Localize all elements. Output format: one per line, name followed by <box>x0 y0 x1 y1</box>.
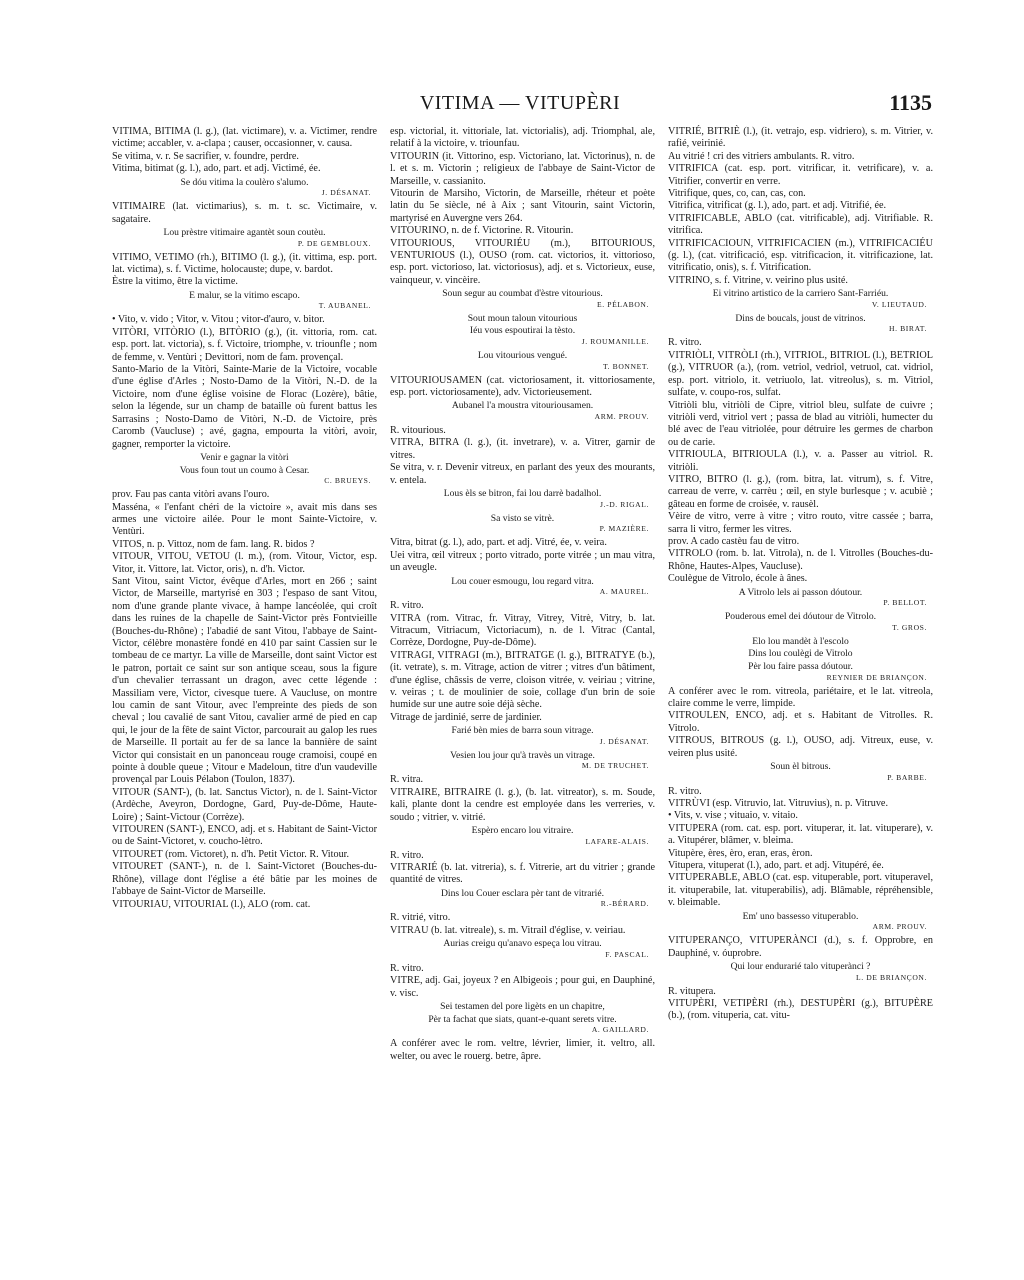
dictionary-entry: VITOS, n. p. Vittoz, nom de fam. lang. R. bidos ? <box>112 538 315 550</box>
dictionary-entry: VITUPERA (rom. cat. esp. port. vituperar, it. lat. vituperare), v. a. Vitupérer, blâmer, v. bleima. <box>668 822 933 847</box>
attribution: J. DÉSANAT. <box>599 736 649 746</box>
dictionary-entry: VITOURIOUSAMEN (cat. victoriosament, it. vittoriosamente, esp. port. victoriosamente), adv. Victorieusement. <box>390 374 655 399</box>
page-number: 1135 <box>889 90 932 115</box>
dictionary-entry: Santo-Mario de la Vitòri, Sainte-Marie de la Victoire, vocable d'une église d'Arles ; Nosto-Damo de la Vitòri, N.-D. de la Victoire, nom d'une église voisine de Florac (Lozère), bâtie, selon la légende, sur un champ de bataille où furent battus les Sarrasins ; Nosto-Damo de Vitòri, N.-D. de Victoire, près Caromb (Vaucluse) ; avé, gagna, empourta la vitòri, avoir, gagner, remporter la victoire. <box>112 364 377 450</box>
dictionary-entry: VITRO, BITRO (l. g.), (rom. bitra, lat. vitrum), s. f. Vitre, carreau de verre, v. carrèu ; œil, en style burlesque ; v. acubiè ; gâteau en forme de croisée, v. rausèl. <box>668 473 933 510</box>
quotation: Dins lou coulègi de Vitrolo <box>748 648 853 660</box>
dictionary-entry: prov. Fau pas canta vitòri avans l'ouro. <box>112 489 270 501</box>
dictionary-entry: • Vito, v. vido ; Vitor, v. Vitou ; vitor-d'auro, v. bitor. <box>112 314 325 326</box>
quotation: Soun èl bitrous. <box>770 761 831 772</box>
attribution: ARM. PROUV. <box>594 412 649 422</box>
dictionary-entry: VITRAIRE, BITRAIRE (l. g.), (b. lat. vitreator), s. m. Soude, kali, plante dont la cendre est employée dans les verreries, v. soudo ; vitrier, v. vitrié. <box>390 786 655 823</box>
dictionary-entry: R. vitro. <box>668 337 702 349</box>
dictionary-entry: VITROUS, BITROUS (g. l.), OUSO, adj. Vitreux, euse, v. veiren plus usité. <box>668 735 933 759</box>
dictionary-entry: • Vits, v. vise ; vituaio, v. vitaio. <box>668 810 798 822</box>
dictionary-entry: VITIMA, BITIMA (l. g.), (lat. victimare), v. a. Victimer, rendre victime; accabler, v. a-clapa ; causer, occasionner, v. causa. <box>112 126 377 150</box>
attribution: T. GROS. <box>892 622 927 632</box>
attribution: T. BONNET. <box>603 361 649 371</box>
attribution: P. DE GEMBLOUX. <box>297 238 371 248</box>
quotation: Elo lou mandèt à l'escolo <box>752 635 849 647</box>
attribution: E. PÉLABON. <box>597 299 649 309</box>
column-2 <box>390 126 655 1063</box>
dictionary-entry: R. vitro. <box>390 849 424 861</box>
dictionary-entry: R. vitrié, vitro. <box>390 912 451 924</box>
attribution: L. DE BRIANÇON. <box>855 972 927 982</box>
dictionary-entry: VITRIÒLI, VITRÒLI (rh.), VITRIOL, BITRIOL (l.), BETRIOL (g.), VITRUOR (a.), (rom. vetriol, vedriol, vetruol, cat. vidriol, esp. port. vitriolo, it. vetriuolo, lat. vitreolus), s. m. Vitriol, sulfate, v. coupo-ros, sulfat. <box>668 349 933 399</box>
dictionary-entry: VITOURIOUS, VITOURIÉU (m.), BITOURIOUS, VENTURIOUS (l.), OUSO (rom. cat. victorios, it. vittorioso, esp. port. victorioso, lat. victoriosus), adj. et s. Victorieux, euse, vainqueur, v. vincèire. <box>390 237 655 286</box>
quotation: Sei testamen del pore ligèts en un chapitre, <box>440 1001 605 1012</box>
quotation: Lou prèstre vitimaire agantèt soun coutèu. <box>163 227 326 239</box>
dictionary-entry: Masséna, « l'enfant chéri de la victoire », avait mis dans ses armes une victoire ailée. Pour le mont Sainte-Victoire, v. Ventùri. <box>112 501 377 538</box>
dictionary-entry: VITRAU (b. lat. vitreale), s. m. Vitrail d'église, v. veiriau. <box>390 924 626 936</box>
dictionary-entry: Vitourin de Marsiho, Victorin, de Marseille, rhéteur et poète latin du 5e siècle, né à Aix ; sant Vitourin, saint Victorin, martyrisé en Auvergne vers 264. <box>390 188 655 224</box>
quotation: Lou couer esmougu, lou regard vitra. <box>451 575 594 587</box>
attribution: T. AUBANEL. <box>318 301 371 311</box>
dictionary-entry: VITRA, BITRA (l. g.), (it. invetrare), v. a. Vitrer, garnir de vitres. <box>390 437 655 461</box>
quotation: Se dóu vitima la coulèro s'alumo. <box>180 176 309 188</box>
dictionary-entry: VITOURIAU, VITOURIAL (l.), ALO (rom. cat. <box>112 898 311 910</box>
dictionary-entry: Uei vitra, œil vitreux ; porto vitrado, porte vitrée ; un mau vitra, un aveugle. <box>390 549 655 574</box>
attribution: V. LIEUTAUD. <box>871 299 927 309</box>
quotation: Farié bèn mies de barra soun vitrage. <box>451 725 594 737</box>
dictionary-entry: Vitrage de jardinié, serre de jardinier. <box>390 711 542 723</box>
dictionary-entry: Vitriòli blu, vitriòli de Cipre, vitriol bleu, sulfate de cuivre ; vitriòli verd, vitriol vert ; passa de blad au vitriòli, humecter du blé avec de l'eau vitriolée, pour détruire les germes de charbon ou de carie. <box>668 399 933 448</box>
dictionary-entry: VITUPERABLE, ABLO (cat. esp. vituperable, port. vituperavel, it. vituperabile, lat. vituperabilis), adj. Blâmable, répréhensible, v. bleimable. <box>668 872 933 909</box>
dictionary-entry: VITIMO, VETIMO (rh.), BITIMO (l. g.), (it. vittima, esp. port. lat. victima), s. f. Victime, holocauste; dupe, v. bardot. <box>112 251 377 276</box>
quotation: Lou vitourious vengué. <box>477 350 568 362</box>
quotation: Dins de boucals, joust de vitrinos. <box>735 312 866 324</box>
dictionary-entry: VITROULEN, ENCO, adj. et s. Habitant de Vitrolles. R. Vitrolo. <box>668 710 933 734</box>
dictionary-entry: Vitima, bitimat (g. l.), ado, part. et adj. Victimé, ée. <box>112 163 321 175</box>
column-3 <box>668 126 933 1023</box>
page-header <box>110 92 930 118</box>
dictionary-entry: VITRA (rom. Vitrac, fr. Vitray, Vitrey, Vitrè, Vitry, b. lat. Vitracum, Vitriacum, Victoriacum), n. de l. Vitrac (Cantal, Corrèze, Dordogne, Puy-de-Dôme). <box>390 612 655 649</box>
dictionary-entry: VITRARIÉ (b. lat. vitreria), s. f. Vitrerie, art du vitrier ; grande quantité de vitres. <box>390 861 655 886</box>
dictionary-entry: Èstre la vitimo, être la victime. <box>112 276 238 288</box>
quotation: Sa visto se vitrè. <box>490 512 555 524</box>
dictionary-entry: R. vitourious. <box>390 425 446 437</box>
dictionary-entry: A conférer avec le rom. veltre, lévrier, limier, it. veltro, all. welter, ou avec le rouerg. betre, âpre. <box>390 1038 655 1062</box>
dictionary-entry: Se vitra, v. r. Devenir vitreux, en parlant des yeux des mourants, v. entela. <box>390 462 655 486</box>
attribution: J.-D. RIGAL. <box>600 499 649 509</box>
quotation: Espèro encaro lou vitraire. <box>471 824 574 836</box>
attribution: A. MAUREL. <box>599 587 649 597</box>
dictionary-entry: Vitrifica, vitrificat (g. l.), ado, part. et adj. Vitrifié, ée. <box>668 200 887 212</box>
attribution: F. PASCAL. <box>605 949 649 959</box>
dictionary-entry: R. vitra. <box>390 774 424 786</box>
attribution: R.-BÉRARD. <box>600 899 649 909</box>
dictionary-entry: VITUPERANÇO, VITUPERÀNCI (d.), s. f. Opprobre, en Dauphiné, v. óuprobre. <box>668 935 933 959</box>
dictionary-entry: VITOUREN (SANT-), ENCO, adj. et s. Habitant de Saint-Victor ou de Saint-Victoret, v. coucho-lètro. <box>112 824 377 848</box>
quotation: Soun segur au coumbat d'èstre vitourious. <box>442 288 603 300</box>
dictionary-entry: R. vitro. <box>390 962 424 974</box>
attribution: C. BRUEYS. <box>324 476 371 486</box>
dictionary-entry: VITROLO (rom. b. lat. Vitrola), n. de l. Vitrolles (Bouches-du-Rhône, Hautes-Alpes, Vaucluse). <box>668 548 933 572</box>
dictionary-entry: VITRIOULA, BITRIOULA (l.), v. a. Passer au vitriol. R. vitriòli. <box>668 449 933 473</box>
dictionary-entry: VITOURET (rom. Victoret), n. d'h. Petit Victor. R. Vitour. <box>112 848 350 860</box>
quotation: Pouderous emel dei dóutour de Vitrolo. <box>724 611 877 623</box>
attribution: P. BARBE. <box>887 772 927 782</box>
quotation: Venir e gagnar la vitòri <box>200 451 289 463</box>
attribution: M. DE TRUCHET. <box>581 761 649 771</box>
attribution: REYNIER DE BRIANÇON. <box>826 672 927 682</box>
attribution: P. BELLOT. <box>883 598 927 608</box>
quotation: Aurias creigu qu'anavo espeça lou vitrau. <box>443 938 602 950</box>
dictionary-entry: A conférer avec le rom. vitreola, pariétaire, et le lat. vitreola, claire comme le verre, limpide. <box>668 685 933 709</box>
quotation: Iéu vous espoutirai la tèsto. <box>469 325 576 337</box>
quotation: Sout moun taloun vitourious <box>467 312 578 324</box>
dictionary-entry: VITÒRI, VITÒRIO (l.), BITÒRIO (g.), (it. vittoria, rom. cat. esp. port. lat. victoria), s. f. Victoire, triomphe, v. triounfle ; nom de femme, v. Ventùri ; Devittori, nom de fam. provençal. <box>112 326 377 363</box>
quotation: Pèr lou faire passa dóutour. <box>748 660 853 672</box>
attribution: P. MAZIÈRE. <box>599 524 649 534</box>
quotation: Lous èls se bitron, fai lou darrè badalhol. <box>443 488 602 500</box>
dictionary-entry: Vèire de vitro, verre à vitre ; vitro routo, vitre cassée ; barra, sarra li vitro, fermer les vitres. <box>668 511 933 535</box>
dictionary-entry: VITOURIN (it. Vittorino, esp. Victoriano, lat. Victorinus), n. de l. et s. m. Victorin ; religieux de l'abbaye de Saint-Victor de Marseille, v. cassianito. <box>390 150 655 187</box>
dictionary-entry: Vitupère, ères, èro, eran, eras, èron. <box>668 847 813 859</box>
attribution: H. BIRAT. <box>889 324 927 334</box>
quotation: E malur, se la vitimo escapo. <box>189 289 300 301</box>
dictionary-entry: Sant Vitou, saint Victor, évêque d'Arles, mort en 266 ; saint Victor, de Marseille, martyrisé en 303 ; l'espaso de sant Vitou, nom d'une grande plante vivace, à hampe lancéolée, qui croît dans les ruines de la chapelle de Saint-Victor près Fontvieille (Bouches-du-Rhône) ; l'abadié de sant Vitou, l'abbaye de Saint-Victor, célèbre monastère fondé en 410 par saint Cassien sur le tombeau de ce martyr. La ville de Marseille, dont saint Victor est le patron, portait ce saint sur son antique sceau, sous la figure d'un chevalier terrassant un dragon, avec cette légende : Massiliam vere, Victor, civesque tuere. A Vaucluse, on montre lou camin de sant Vitour, avec l'empreinte des pieds de son cheval ; lou cavalié de sant Vitou, cavalier armé de pied en cap qui, le jour de la fête de saint Victor, parcourait au galop les rues de Marseille. Il portait au fer de sa lance la bannière de saint Victor qui consistait en un panonceau rouge cramoisi, coupé en pointe à double queue ; Vitour e Madeloun, titre d'un vaudeville provençal par Louis Pélabon (Toulon, 1837). <box>112 575 377 786</box>
dictionary-entry: esp. victorial, it. vittoriale, lat. victorialis), adj. Triomphal, ale, relatif à la victoire, v. triounfau. <box>390 126 655 150</box>
attribution: J. DÉSANAT. <box>321 188 371 198</box>
dictionary-entry: R. vitupera. <box>668 985 716 997</box>
attribution: J. ROUMANILLE. <box>581 337 649 347</box>
quotation: Vesien lou jour qu'à travès un vitrage. <box>450 749 595 761</box>
column-1 <box>112 126 377 911</box>
dictionary-entry: VITOURET (SANT-), n. de l. Saint-Victoret (Bouches-du-Rhône), village dont l'église a été bâtie par les moines de l'abbaye de Saint-Victor de Marseille. <box>112 861 377 898</box>
dictionary-entry: VITRE, adj. Gai, joyeux ? en Albigeois ; pour gui, en Dauphiné, v. visc. <box>390 975 655 999</box>
dictionary-entry: VITRIFICA (cat. esp. port. vitrificar, it. vetrificare), v. a. Vitrifier, convertir en verre. <box>668 163 933 187</box>
attribution: A. GAILLARD. <box>591 1025 649 1035</box>
dictionary-entry: VITOUR (SANT-), (b. lat. Sanctus Victor), n. de l. Saint-Victor (Ardèche, Aveyron, Dordogne, Gard, Puy-de-Dôme, Haute-Loire) ; Saint-Victour (Corrèze). <box>112 786 377 823</box>
quotation: Aubanel l'a moustra vitouriousamen. <box>451 400 594 412</box>
dictionary-entry: VITOUR, VITOU, VETOU (l. m.), (rom. Vitour, Victor, esp. Vitor, it. Vittore, lat. Victor, oris), n. d'h. Victor. <box>112 551 377 575</box>
dictionary-entry: Vitra, bitrat (g. l.), ado, part. et adj. Vitré, ée, v. veira. <box>390 537 607 549</box>
dictionary-entry: Coulègue de Vitrolo, école à ânes. <box>668 573 808 585</box>
dictionary-entry: VITOURINO, n. de f. Victorine. R. Vitourin. <box>390 225 574 237</box>
dictionary-entry: VITRIFICABLE, ABLO (cat. vitrificable), adj. Vitrifiable. R. vitrifica. <box>668 212 933 237</box>
dictionary-entry: Vitupera, vituperat (l.), ado, part. et adj. Vitupéré, ée. <box>668 860 884 872</box>
quotation: Vous foun tout un coumo à Cesar. <box>179 464 310 476</box>
attribution: ARM. PROUV. <box>872 922 927 932</box>
quotation: Ei vitrino artistico de la carriero Sant-Farriéu. <box>712 288 889 300</box>
quotation: Dins lou Couer esclara pèr tant de vitrarié. <box>440 887 605 899</box>
dictionary-entry: Au vitrié ! cri des vitriers ambulants. R. vitro. <box>668 150 855 162</box>
quotation: Em' uno bassesso vituperablo. <box>742 910 859 922</box>
dictionary-entry: R. vitro. <box>390 600 424 612</box>
dictionary-entry: Vitrifique, ques, co, can, cas, con. <box>668 188 806 200</box>
quotation: Qui lour endurarié talo vituperànci ? <box>730 961 871 973</box>
dictionary-entry: VITRÙVI (esp. Vitruvio, lat. Vitruvius), n. p. Vitruve. <box>668 798 889 809</box>
quotation: Pèr ta fachat que siats, quant-e-quant serets vitre. <box>428 1013 617 1025</box>
quotation: A Vitrolo lels ai passon dóutour. <box>738 586 863 598</box>
dictionary-entry: VITUPÈRI, VETIPÈRI (rh.), DESTUPÈRI (g.), BITUPÈRE (b.), (rom. vituperia, cat. vitu- <box>668 998 933 1022</box>
dictionary-entry: prov. A cado castèu fau de vitro. <box>668 535 800 547</box>
dictionary-entry: VITRIFICACIOUN, VITRIFICACIEN (m.), VITRIFICACIÉU (g. l.), (cat. vitrificació, esp. vitrificacion, it. vitrificazione, lat. vitrificatio, onis), s. f. Vitrification. <box>668 237 933 274</box>
dictionary-entry: VITRAGI, VITRAGI (m.), BITRATGE (l. g.), BITRATYE (b.), (it. vetrate), s. m. Vitrage, action de vitrer ; vitres d'un bâtiment, d'une église, châssis de verre, cloison vitrée, v. veiriau ; vitrine, v. veiras ; t. de moulinier de soie, collage d'un brin de soie humide sur une autre soie déjà sèche. <box>390 649 655 711</box>
dictionary-entry: VITIMAIRE (lat. victimarius), s. m. t. sc. Victimaire, v. sagataire. <box>112 201 377 225</box>
running-head: VITIMA — VITUPÈRI <box>419 92 621 114</box>
dictionary-entry: Se vitima, v. r. Se sacrifier, v. foundre, perdre. <box>112 150 299 162</box>
dictionary-entry: VITRINO, s. f. Vitrine, v. veirino plus usité. <box>668 274 848 286</box>
dictionary-entry: R. vitro. <box>668 785 702 797</box>
dictionary-entry: VITRIÉ, BITRIÈ (l.), (it. vetrajo, esp. vidriero), s. m. Vitrier, v. rafié, veirinié. <box>668 126 933 150</box>
attribution: LAFARE-ALAIS. <box>585 836 649 846</box>
